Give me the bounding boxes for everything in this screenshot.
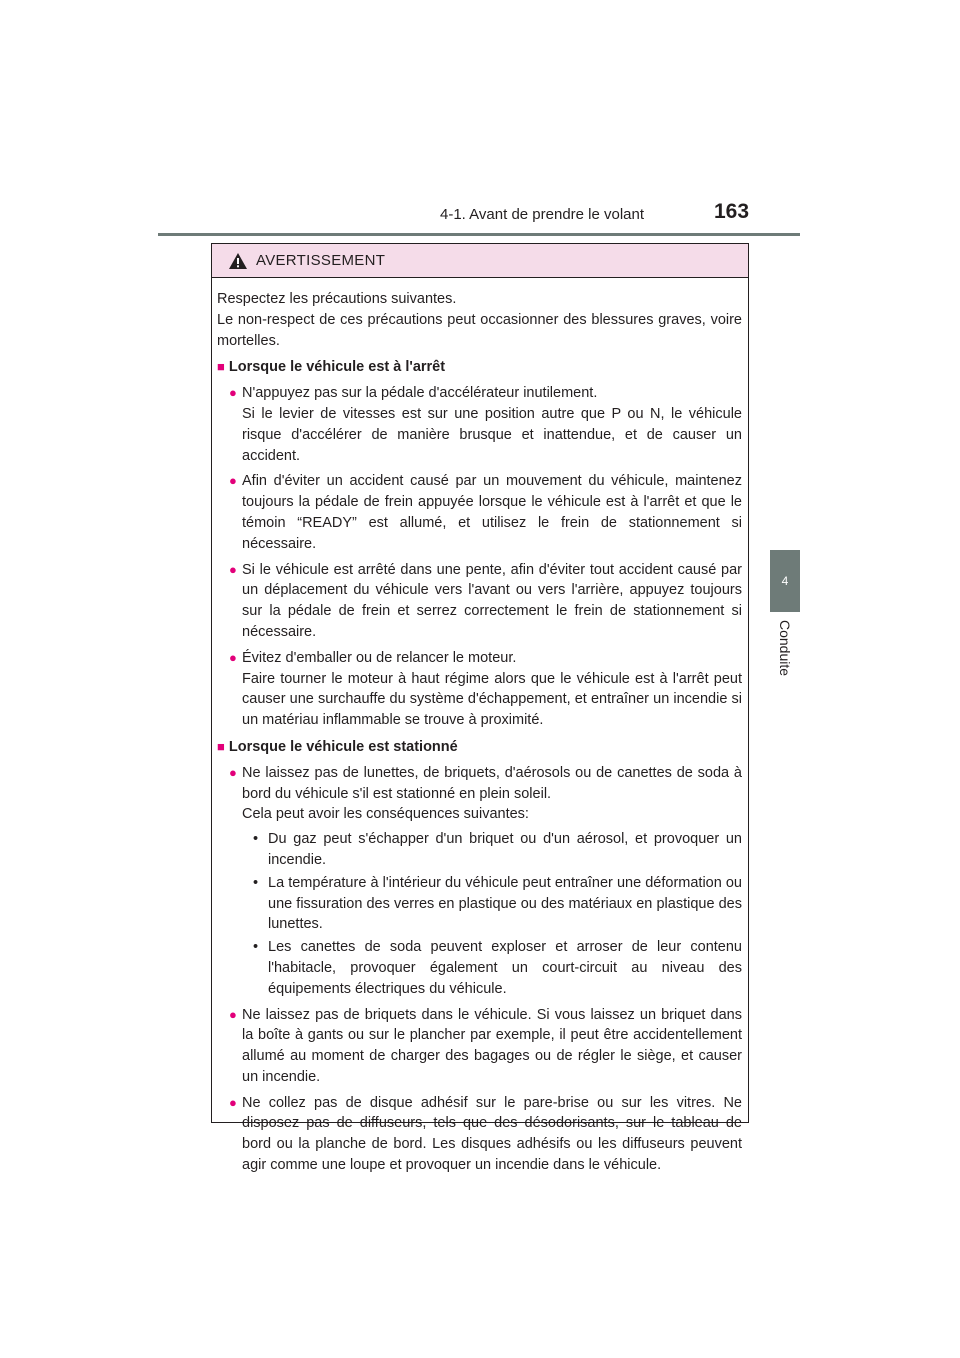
list-item	[217, 471, 742, 554]
dash-item	[242, 873, 742, 935]
item-text: Ne collez pas de disque adhésif sur le pare-brise ou sur les vitres. Ne disposez pas de diffuseurs, tels que des désodorisants, sur le tableau de bord ou la planche de bord. Les disques adhésifs ou les diffuseurs peuvent agir comme une loupe et provoquer un incendie dans le véhicule.	[242, 1094, 742, 1174]
list-item	[217, 1093, 742, 1176]
subheading-text: Lorsque le véhicule est à l'arrêt	[228, 359, 446, 376]
dash-item	[242, 937, 742, 999]
item-text: Ne laissez pas de lunettes, de briquets, d'aérosols ou de canettes de soda à bord du véhicule s'il est stationné en plein soleil. Cela peut avoir les conséquences suivantes:	[242, 764, 742, 823]
dash-text: La température à l'intérieur du véhicule peut entraîner une déformation ou une fissuration des verres en plastique ou des matériaux en plastique des lunettes.	[268, 874, 742, 933]
square-bullet-icon: ■	[217, 359, 225, 375]
warning-triangle-icon	[228, 252, 248, 270]
warning-body	[212, 278, 748, 1176]
chapter-label	[772, 618, 798, 678]
square-bullet-icon: ■	[217, 738, 225, 754]
dash-bullet: •	[253, 939, 259, 956]
subheading	[217, 737, 742, 758]
page-number: 163	[714, 200, 750, 223]
chapter-tab[interactable]	[770, 550, 800, 612]
subheading-text: Lorsque le véhicule est stationné	[228, 738, 458, 755]
chapter-title: Conduite	[777, 619, 793, 677]
list-item	[217, 1005, 742, 1088]
list-item	[217, 763, 742, 1000]
round-bullet-icon: ●	[229, 1006, 237, 1022]
header-rule	[158, 233, 800, 236]
round-bullet-icon: ●	[229, 561, 237, 577]
chapter-number: 4	[781, 574, 789, 588]
dash-item	[242, 829, 742, 871]
list-item	[217, 383, 742, 466]
round-bullet-icon: ●	[229, 764, 237, 780]
section-title: 4-1. Avant de prendre le volant	[440, 206, 645, 223]
warning-header	[212, 244, 748, 278]
round-bullet-icon: ●	[229, 1094, 237, 1110]
item-text: Afin d'éviter un accident causé par un mouvement du véhicule, maintenez toujours la pédale de frein appuyée lorsque le véhicule est à l'arrêt et que le témoin “READY” est allumé, et utilisez le frein de stationnement si nécessaire.	[242, 473, 742, 552]
round-bullet-icon: ●	[229, 649, 237, 665]
item-text: Ne laissez pas de briquets dans le véhicule. Si vous laissez un briquet dans la boîte à gants ou sur le plancher par exemple, il peut être accidentellement allumé au moment de charger des bagages ou de régler le siège, et causer un incendie.	[242, 1006, 742, 1085]
item-text: Évitez d'emballer ou de relancer le moteur. Faire tourner le moteur à haut régime alors que le véhicule est à l'arrêt peut causer une surchauffe du système d'échappement, et entraîner un incendie si un matériau inflammable se trouve à proximité.	[242, 649, 742, 729]
subheading	[217, 357, 742, 378]
item-text: N'appuyez pas sur la pédale d'accélérateur inutilement. Si le levier de vitesses est sur une position autre que P ou N, le véhicule risque d'accélérer de manière brusque et inattendue, et de causer un accident.	[242, 385, 742, 464]
dash-bullet: •	[253, 831, 259, 848]
dash-bullet: •	[253, 874, 259, 891]
dash-text: Les canettes de soda peuvent exploser et arroser de leur contenu l'habitacle, provoquer également un court-circuit au niveau des équipements électriques du véhicule.	[268, 939, 742, 997]
intro-line: Le non-respect de ces précautions peut occasionner des blessures graves, voire mortelles.	[217, 311, 742, 349]
intro-line: Respectez les précautions suivantes.	[217, 291, 457, 307]
item-text: Si le véhicule est arrêté dans une pente, afin d'éviter tout accident causé par un déplacement du véhicule vers l'avant ou vers l'arrière, appuyez toujours sur la pédale de frein et serrez correctement le frein de stationnement si nécessaire.	[242, 561, 742, 640]
dash-text: Du gaz peut s'échapper d'un briquet ou d'un aérosol, et provoquer un incendie.	[268, 831, 742, 868]
warning-box	[211, 243, 749, 1174]
list-item	[217, 560, 742, 643]
round-bullet-icon: ●	[229, 385, 237, 401]
round-bullet-icon: ●	[229, 473, 237, 489]
list-item	[217, 648, 742, 731]
warning-title: AVERTISSEMENT	[256, 252, 386, 269]
